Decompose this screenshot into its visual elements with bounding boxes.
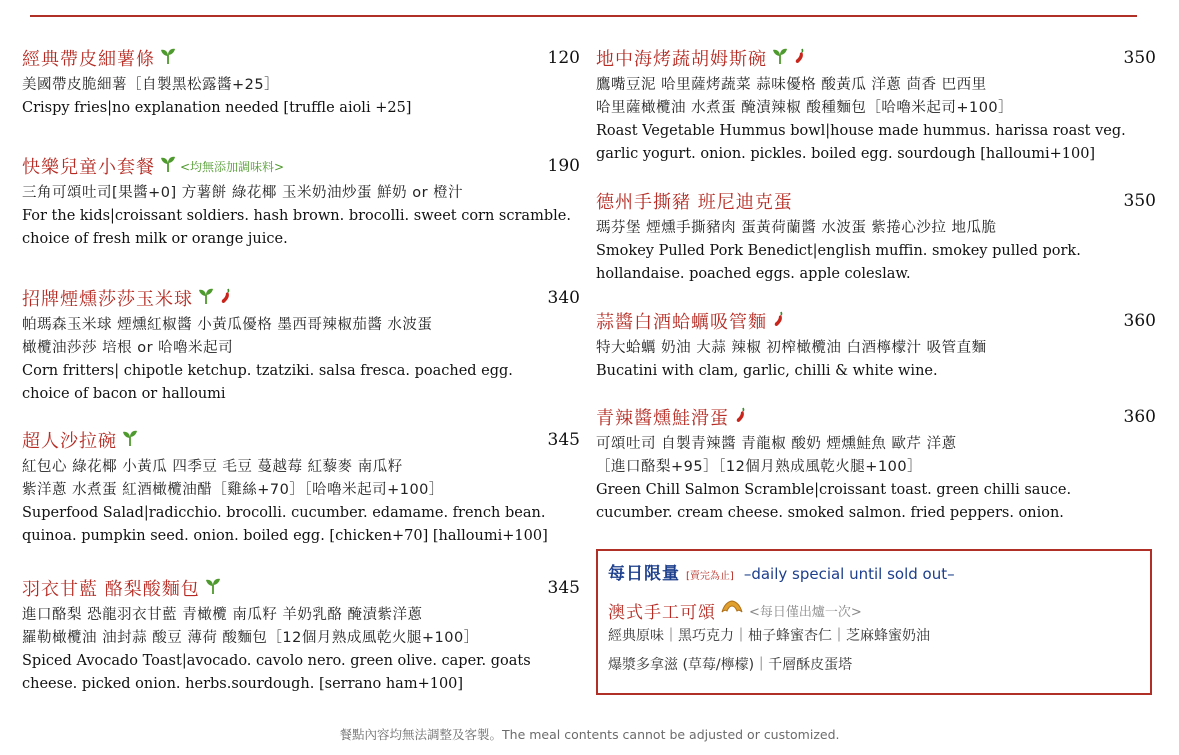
menu-item-price: 340 — [547, 288, 580, 308]
menu-item-description-en: choice of fresh milk or orange juice. — [22, 231, 288, 247]
special-line-1: 經典原味｜黑巧克力｜柚子蜂蜜杏仁｜芝麻蜂蜜奶油 — [608, 628, 930, 644]
menu-item-price: 190 — [547, 156, 580, 176]
menu-item-description-zh: 美國帶皮脆細薯［自製黑松露醬+25］ — [22, 77, 280, 93]
chili-pepper-icon — [793, 48, 806, 68]
menu-item-price: 360 — [1123, 311, 1156, 331]
menu-item-name: 經典帶皮細薯條 — [22, 49, 155, 70]
sold-out-tag: [賣完為止] — [686, 571, 734, 582]
menu-item — [596, 185, 1156, 286]
footer-disclaimer: 餐點內容均無法調整及客製。The meal contents cannot be adjusted or customized. — [339, 727, 840, 742]
menu-item-price: 350 — [1123, 48, 1156, 68]
chili-pepper-icon — [772, 311, 785, 331]
menu-item-description-en: garlic yogurt. onion. pickles. boiled egg. sourdough [halloumi+100] — [596, 146, 1096, 162]
menu-item-description-en: Bucatini with clam, garlic, chilli & white wine. — [596, 363, 938, 379]
menu-item-price: 120 — [547, 48, 580, 68]
menu-item-heading — [22, 150, 580, 182]
menu-item-description-zh: 瑪芬堡 煙燻手撕豬肉 蛋黃荷蘭醬 水波蛋 紫捲心沙拉 地瓜脆 — [596, 220, 997, 236]
menu-item — [22, 572, 580, 696]
croissant-icon — [721, 600, 743, 620]
menu-item-description-en: cucumber. cream cheese. smoked salmon. fried peppers. onion. — [596, 505, 1064, 521]
menu-item-heading — [596, 42, 1156, 74]
menu-item — [596, 42, 1156, 166]
menu-item-description-zh: 羅勒橄欖油 油封蒜 酸豆 薄荷 酸麵包［12個月熟成風乾火腿+100］ — [22, 630, 479, 646]
chili-pepper-icon — [734, 407, 747, 427]
menu-item-description-zh: 橄欖油莎莎 培根 or 哈嚕米起司 — [22, 340, 234, 356]
menu-item-description-en: Roast Vegetable Hummus bowl|house made hummus. harissa roast veg. — [596, 123, 1126, 139]
menu-item-description-zh: 可頌吐司 自製青辣醬 青龍椒 酸奶 煙燻鮭魚 歐芹 洋蔥 — [596, 436, 957, 452]
croissant-name: 澳式手工可頌 — [608, 602, 716, 623]
croissant-heading — [608, 598, 1140, 622]
menu-item-description-zh: 三角可頌吐司[果醬+0] 方薯餅 綠花椰 玉米奶油炒蛋 鮮奶 or 橙汁 — [22, 185, 464, 201]
menu-item-description-zh: 哈里薩橄欖油 水煮蛋 醃漬辣椒 酸種麵包［哈嚕米起司+100］ — [596, 100, 1014, 116]
menu-item-description-en: For the kids|croissant soldiers. hash brown. brocolli. sweet corn scramble. — [22, 208, 571, 224]
sprout-icon — [160, 155, 176, 177]
menu-item — [22, 42, 580, 120]
daily-special-header — [608, 559, 1140, 584]
daily-special-title: 每日限量 — [608, 564, 680, 584]
menu-item-description-zh: 紫洋蔥 水煮蛋 紅酒橄欖油醋［雞絲+70］［哈嚕米起司+100］ — [22, 482, 444, 498]
menu-item — [22, 150, 580, 251]
menu-item-description-en: Superfood Salad|radicchio. brocolli. cucumber. edamame. french bean. — [22, 505, 546, 521]
menu-item-description-en: quinoa. pumpkin seed. onion. boiled egg. [chicken+70] [halloumi+100] — [22, 528, 548, 544]
menu-item — [22, 282, 580, 406]
menu-item-price: 360 — [1123, 407, 1156, 427]
menu-item-description-zh: 鷹嘴豆泥 哈里薩烤蔬菜 蒜味優格 酸黃瓜 洋蔥 茴香 巴西里 — [596, 77, 987, 93]
daily-special-english: –daily special until sold out– — [743, 565, 955, 583]
menu-item-description-zh: 紅包心 綠花椰 小黃瓜 四季豆 毛豆 蔓越莓 紅藜麥 南瓜籽 — [22, 459, 403, 475]
sprout-icon — [205, 577, 221, 599]
menu-item-name: 招牌煙燻莎莎玉米球 — [22, 289, 193, 310]
sprout-icon — [122, 429, 138, 451]
special-line-2: 爆漿多拿滋 (草莓/檸檬)｜千層酥皮蛋塔 — [608, 657, 853, 673]
menu-item-description-zh: 進口酪梨 恐龍羽衣甘藍 青橄欖 南瓜籽 羊奶乳酪 醃漬紫洋蔥 — [22, 607, 423, 623]
menu-item-heading — [596, 305, 1156, 337]
menu-item-description-en: hollandaise. poached eggs. apple coleslaw. — [596, 266, 911, 282]
chili-pepper-icon — [219, 288, 232, 308]
menu-item-description-zh: ［進口酪梨+95］［12個月熟成風乾火腿+100］ — [596, 459, 923, 475]
menu-item-name: 快樂兒童小套餐 — [22, 157, 155, 178]
menu-item-note: <均無添加調味料> — [180, 159, 285, 174]
menu-item-heading — [596, 185, 1156, 217]
menu-item-description-zh: 特大蛤蠣 奶油 大蒜 辣椒 初榨橄欖油 白酒檸檬汁 吸管直麵 — [596, 340, 987, 356]
menu-item-description-en: Corn fritters| chipotle ketchup. tzatziki. salsa fresca. poached egg. — [22, 363, 513, 379]
menu-item-heading — [22, 282, 580, 314]
daily-special-box — [596, 549, 1152, 695]
menu-item-heading — [596, 401, 1156, 433]
sprout-icon — [772, 47, 788, 69]
menu-item-heading — [22, 572, 580, 604]
menu-item-price: 345 — [547, 430, 580, 450]
menu-item-price: 350 — [1123, 191, 1156, 211]
menu-item — [22, 424, 580, 548]
menu-item-name: 超人沙拉碗 — [22, 431, 117, 452]
menu-item-heading — [22, 42, 580, 74]
menu-item — [596, 401, 1156, 525]
menu-item-name: 羽衣甘藍 酪梨酸麵包 — [22, 579, 200, 600]
menu-item-name: 德州手撕豬 班尼迪克蛋 — [596, 192, 793, 213]
menu-item — [596, 305, 1156, 383]
menu-item-description-en: Smokey Pulled Pork Benedict|english muffin. smokey pulled pork. — [596, 243, 1081, 259]
menu-item-name: 地中海烤蔬胡姆斯碗 — [596, 49, 767, 70]
menu-item-price: 345 — [547, 578, 580, 598]
menu-item-name: 青辣醬燻鮭滑蛋 — [596, 408, 729, 429]
top-divider — [30, 15, 1137, 17]
sprout-icon — [160, 47, 176, 69]
croissant-note: <每日僅出爐一次> — [749, 604, 862, 620]
menu-item-description-en: choice of bacon or halloumi — [22, 386, 226, 402]
menu-item-description-zh: 帕瑪森玉米球 煙燻紅椒醬 小黃瓜優格 墨西哥辣椒茄醬 水波蛋 — [22, 317, 433, 333]
menu-item-heading — [22, 424, 580, 456]
sprout-icon — [198, 287, 214, 309]
menu-item-name: 蒜醬白酒蛤蠣吸管麵 — [596, 312, 767, 333]
menu-item-description-en: Crispy fries|no explanation needed [truffle aioli +25] — [22, 100, 412, 116]
menu-item-description-en: Spiced Avocado Toast|avocado. cavolo nero. green olive. caper. goats — [22, 653, 531, 669]
menu-item-description-en: Green Chill Salmon Scramble|croissant toast. green chilli sauce. — [596, 482, 1072, 498]
menu-item-description-en: cheese. picked onion. herbs.sourdough. [serrano ham+100] — [22, 676, 464, 692]
